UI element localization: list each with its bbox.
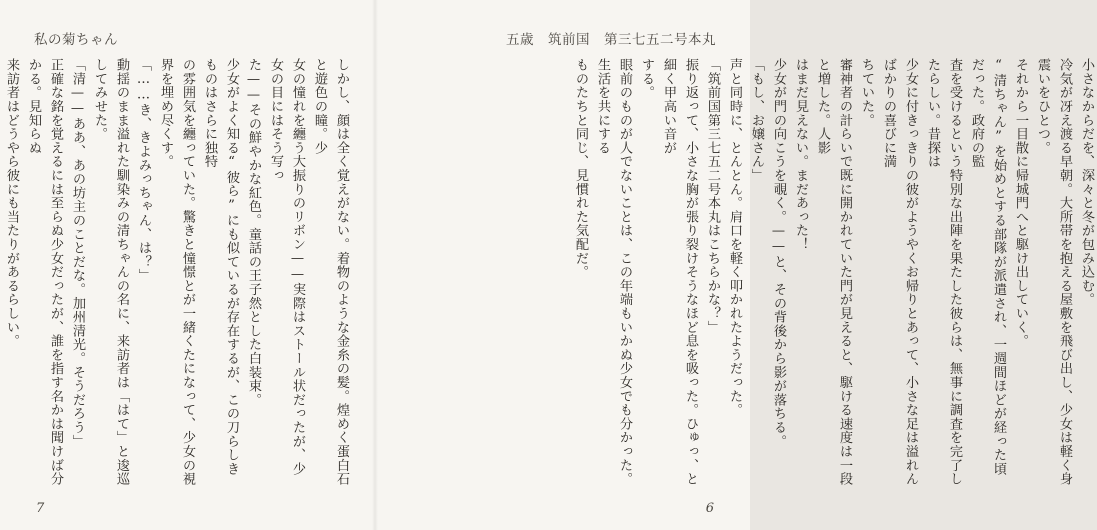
text-line: それから一目散に帰城門へと駆け出していく。 (1013, 58, 1028, 348)
text-line: 「清——ああ、あの坊主のことだな。加州清光。そうだろう」 (70, 58, 85, 448)
text-line: 正確な銘を覚えるには至らぬ少女だったが、誰を指す名かは聞けば分かる。見知らぬ (26, 58, 63, 486)
right-page (375, 0, 1094, 530)
text-line: 審神者の計らいで既に開かれていた門が見えると、駆ける速度は一段と増した。人影 (815, 58, 852, 486)
text-line: 声と同時に、とんとん。肩口を軽く叩かれたようだった。 (727, 58, 742, 417)
text-line: 少女が門の向こうを覗く。——と、その背後から影が落ちる。 (771, 58, 786, 448)
text-line: しかし、顔は全く覚えがない。着物のような金糸の髪。煌めく蛋白石と遊色の瞳。少 (312, 58, 349, 486)
page-number-right: 6 (705, 501, 714, 516)
page-number-left: 7 (36, 501, 45, 516)
left-page (0, 0, 375, 530)
text-line: ものたちと同じ、見慣れた気配だ。 (573, 58, 588, 279)
text-line: 冷気が冴え渡る早朝。大所帯を抱える屋敷を飛び出し、少女は軽く身震いをひとつ。 (1035, 58, 1072, 486)
text-line: “清ちゃん”を始めとする部隊が派遣され、一週間ほどが経った頃だった。政府の監 (969, 58, 1006, 476)
text-line: 査を受けるという特別な出陣を果たした彼らは、無事に調査を完了したらしい。昔探は (925, 58, 962, 486)
text-line: 少女がよく知る“彼ら”にも似ているが存在するが、この刀らしきものはさらに独特 (202, 58, 239, 476)
text-line: 女の憧れを纏う大振りのリボン——実際はストール状だったが、少女の目にはそう写っ (268, 58, 305, 476)
text-line: 振り返って、小さな胸が張り裂けそうなほど息を吸った。ひゅっ、と細く甲高い音が (661, 58, 698, 486)
right-page-body (573, 58, 1097, 488)
text-line: 小さなからだを、深々と冬が包み込む。 (1079, 58, 1094, 307)
text-line: の雰囲気を纏っていた。驚きと憧憬とが一緒くたになって、少女の視界を埋め尽くす。 (158, 58, 195, 486)
text-line: 来訪者はどうやら彼にも当たりがあるらしい。 (4, 58, 19, 348)
text-line: する。 (639, 58, 654, 100)
text-line: ちていた。 (859, 58, 874, 127)
text-line: はまだ見えない。まだあった！ (793, 58, 808, 252)
text-line: 「筑前国第三七五二号本丸はこちらかな？」 (705, 58, 720, 334)
left-page-body (4, 58, 352, 488)
text-line: 「もし、お嬢さん」 (749, 58, 764, 183)
text-line: 動揺のまま溢れた馴染みの清ちゃんの名に、来訪者は「はて」と逡巡してみせた。 (92, 58, 129, 486)
text-line: 眼前のものが人でないことは、この年端もいかぬ少女でも分かった。生活を共にする (595, 58, 632, 486)
running-header-right: 五歳 筑前国 第三七五二号本丸 (506, 32, 716, 48)
text-line: た——その鮮やかな紅色。童話の王子然とした白装束。 (246, 58, 261, 407)
text-line: 少女に付きっきりの彼がようやくお帰りとあって、小さな足は溢れんばかりの喜びに満 (881, 58, 918, 486)
running-header-left: 私の菊ちゃん (34, 32, 118, 48)
text-line: 「……き、きよみっちゃん、は？」 (136, 58, 151, 283)
